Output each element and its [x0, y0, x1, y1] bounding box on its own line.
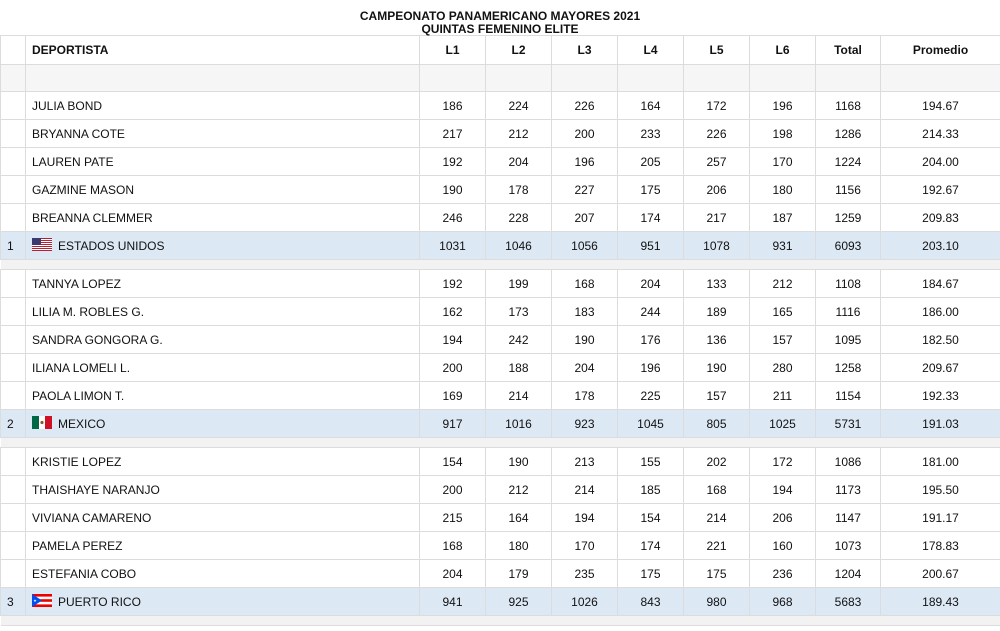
- header-rank: [1, 36, 26, 65]
- player-total: 1073: [816, 532, 881, 560]
- score-l4: 196: [618, 354, 684, 382]
- spacer-row: [1, 65, 1000, 92]
- score-l2: 180: [486, 532, 552, 560]
- score-l6: 211: [750, 382, 816, 410]
- player-total: 1108: [816, 270, 881, 298]
- player-total: 1204: [816, 560, 881, 588]
- player-rank-cell: [1, 120, 26, 148]
- team-total: 6093: [816, 232, 881, 260]
- player-row: [1, 504, 1000, 532]
- group-gap-row: [1, 438, 1000, 448]
- player-rank-cell: [1, 476, 26, 504]
- team-score-l3: 1056: [552, 232, 618, 260]
- team-summary-row: [1, 588, 1000, 616]
- team-average: 203.10: [881, 232, 1000, 260]
- score-l4: 233: [618, 120, 684, 148]
- score-l3: 235: [552, 560, 618, 588]
- score-l5: 217: [684, 204, 750, 232]
- title-line-1: CAMPEONATO PANAMERICANO MAYORES 2021: [359, 9, 641, 23]
- score-l2: 204: [486, 148, 552, 176]
- score-l6: 160: [750, 532, 816, 560]
- score-l5: 168: [684, 476, 750, 504]
- player-rank-cell: [1, 176, 26, 204]
- team-score-l1: 941: [420, 588, 486, 616]
- score-l6: 280: [750, 354, 816, 382]
- score-l4: 154: [618, 504, 684, 532]
- team-score-l5: 980: [684, 588, 750, 616]
- score-l5: 189: [684, 298, 750, 326]
- player-average: 192.33: [881, 382, 1000, 410]
- team-score-l3: 923: [552, 410, 618, 438]
- score-l1: 154: [420, 448, 486, 476]
- score-l2: 188: [486, 354, 552, 382]
- player-average: 181.00: [881, 448, 1000, 476]
- player-average: 195.50: [881, 476, 1000, 504]
- score-l6: 196: [750, 92, 816, 120]
- player-name: LAUREN PATE: [26, 148, 420, 176]
- score-l4: 185: [618, 476, 684, 504]
- player-average: 209.67: [881, 354, 1000, 382]
- score-l3: 190: [552, 326, 618, 354]
- score-l5: 257: [684, 148, 750, 176]
- player-total: 1086: [816, 448, 881, 476]
- score-l6: 198: [750, 120, 816, 148]
- player-name: PAOLA LIMON T.: [26, 382, 420, 410]
- player-name: PAMELA PEREZ: [26, 532, 420, 560]
- results-body: [1, 65, 1000, 626]
- player-row: [1, 326, 1000, 354]
- score-l6: 170: [750, 148, 816, 176]
- player-row: [1, 532, 1000, 560]
- header-l2[interactable]: L2: [486, 36, 552, 65]
- player-row: [1, 120, 1000, 148]
- score-l2: 178: [486, 176, 552, 204]
- team-score-l5: 805: [684, 410, 750, 438]
- score-l5: 136: [684, 326, 750, 354]
- header-row: [1, 36, 1000, 65]
- player-rank-cell: [1, 448, 26, 476]
- team-score-l6: 1025: [750, 410, 816, 438]
- player-row: [1, 92, 1000, 120]
- score-l3: 213: [552, 448, 618, 476]
- score-l4: 175: [618, 176, 684, 204]
- player-name: TANNYA LOPEZ: [26, 270, 420, 298]
- score-l3: 178: [552, 382, 618, 410]
- score-l1: 186: [420, 92, 486, 120]
- player-average: 200.67: [881, 560, 1000, 588]
- player-average: 191.17: [881, 504, 1000, 532]
- team-name-cell: [26, 410, 420, 438]
- score-l1: 217: [420, 120, 486, 148]
- player-row: [1, 354, 1000, 382]
- header-promedio[interactable]: Promedio: [881, 36, 1000, 65]
- team-summary-row: [1, 232, 1000, 260]
- score-l1: 200: [420, 354, 486, 382]
- player-total: 1116: [816, 298, 881, 326]
- score-l5: 221: [684, 532, 750, 560]
- report-title: [0, 0, 1000, 35]
- team-total: 5731: [816, 410, 881, 438]
- group-gap-row: [1, 260, 1000, 270]
- team-score-l2: 925: [486, 588, 552, 616]
- player-row: [1, 298, 1000, 326]
- score-l4: 225: [618, 382, 684, 410]
- score-l3: 194: [552, 504, 618, 532]
- header-l1[interactable]: L1: [420, 36, 486, 65]
- player-average: 204.00: [881, 148, 1000, 176]
- score-l4: 174: [618, 532, 684, 560]
- score-l3: 226: [552, 92, 618, 120]
- team-score-l2: 1016: [486, 410, 552, 438]
- score-l5: 190: [684, 354, 750, 382]
- score-l5: 226: [684, 120, 750, 148]
- team-score-l1: 917: [420, 410, 486, 438]
- player-rank-cell: [1, 298, 26, 326]
- player-total: 1286: [816, 120, 881, 148]
- team-country: ESTADOS UNIDOS: [58, 238, 165, 253]
- score-l4: 244: [618, 298, 684, 326]
- score-l6: 236: [750, 560, 816, 588]
- score-l2: 242: [486, 326, 552, 354]
- score-l4: 155: [618, 448, 684, 476]
- team-score-l5: 1078: [684, 232, 750, 260]
- player-rank-cell: [1, 204, 26, 232]
- team-rank: 3: [1, 588, 26, 616]
- score-l4: 174: [618, 204, 684, 232]
- score-l6: 172: [750, 448, 816, 476]
- player-average: 186.00: [881, 298, 1000, 326]
- score-l1: 194: [420, 326, 486, 354]
- player-total: 1168: [816, 92, 881, 120]
- group-gap-row: [1, 616, 1000, 626]
- player-name: KRISTIE LOPEZ: [26, 448, 420, 476]
- player-name: GAZMINE MASON: [26, 176, 420, 204]
- score-l3: 200: [552, 120, 618, 148]
- player-rank-cell: [1, 354, 26, 382]
- results-table: [0, 35, 1000, 626]
- score-l6: 165: [750, 298, 816, 326]
- player-rank-cell: [1, 148, 26, 176]
- player-row: [1, 204, 1000, 232]
- team-score-l2: 1046: [486, 232, 552, 260]
- header-l6[interactable]: L6: [750, 36, 816, 65]
- player-total: 1259: [816, 204, 881, 232]
- score-l5: 172: [684, 92, 750, 120]
- player-row: [1, 476, 1000, 504]
- team-rank: 1: [1, 232, 26, 260]
- score-l5: 206: [684, 176, 750, 204]
- player-name: VIVIANA CAMARENO: [26, 504, 420, 532]
- score-l3: 168: [552, 270, 618, 298]
- score-l6: 180: [750, 176, 816, 204]
- player-name: LILIA M. ROBLES G.: [26, 298, 420, 326]
- score-l2: 164: [486, 504, 552, 532]
- player-rank-cell: [1, 504, 26, 532]
- score-l6: 157: [750, 326, 816, 354]
- player-row: [1, 176, 1000, 204]
- player-average: 184.67: [881, 270, 1000, 298]
- mexico-flag: [32, 416, 52, 429]
- score-l2: 212: [486, 476, 552, 504]
- title-line-2: QUINTAS FEMENINO ELITE: [421, 22, 579, 36]
- score-l2: 190: [486, 448, 552, 476]
- score-l1: 169: [420, 382, 486, 410]
- team-score-l4: 843: [618, 588, 684, 616]
- header-l3[interactable]: L3: [552, 36, 618, 65]
- score-l1: 204: [420, 560, 486, 588]
- player-name: BRYANNA COTE: [26, 120, 420, 148]
- score-l2: 228: [486, 204, 552, 232]
- player-total: 1147: [816, 504, 881, 532]
- score-l4: 205: [618, 148, 684, 176]
- score-l1: 200: [420, 476, 486, 504]
- score-l1: 215: [420, 504, 486, 532]
- score-l1: 190: [420, 176, 486, 204]
- score-l3: 214: [552, 476, 618, 504]
- score-l3: 183: [552, 298, 618, 326]
- player-rank-cell: [1, 382, 26, 410]
- header-l4[interactable]: L4: [618, 36, 684, 65]
- team-country: PUERTO RICO: [58, 594, 141, 609]
- player-rank-cell: [1, 532, 26, 560]
- score-l3: 227: [552, 176, 618, 204]
- player-name: JULIA BOND: [26, 92, 420, 120]
- score-l6: 212: [750, 270, 816, 298]
- team-name-cell: [26, 588, 420, 616]
- score-l5: 157: [684, 382, 750, 410]
- player-total: 1173: [816, 476, 881, 504]
- header-total[interactable]: Total: [816, 36, 881, 65]
- player-average: 214.33: [881, 120, 1000, 148]
- score-l1: 162: [420, 298, 486, 326]
- score-l6: 194: [750, 476, 816, 504]
- player-name: ESTEFANIA COBO: [26, 560, 420, 588]
- player-rank-cell: [1, 92, 26, 120]
- score-l3: 170: [552, 532, 618, 560]
- score-l6: 206: [750, 504, 816, 532]
- player-average: 182.50: [881, 326, 1000, 354]
- player-name: BREANNA CLEMMER: [26, 204, 420, 232]
- player-average: 194.67: [881, 92, 1000, 120]
- player-average: 209.83: [881, 204, 1000, 232]
- team-score-l1: 1031: [420, 232, 486, 260]
- score-l2: 212: [486, 120, 552, 148]
- player-row: [1, 382, 1000, 410]
- team-summary-row: [1, 410, 1000, 438]
- team-score-l3: 1026: [552, 588, 618, 616]
- player-average: 192.67: [881, 176, 1000, 204]
- score-l4: 176: [618, 326, 684, 354]
- player-total: 1156: [816, 176, 881, 204]
- player-total: 1095: [816, 326, 881, 354]
- score-l3: 196: [552, 148, 618, 176]
- player-name: THAISHAYE NARANJO: [26, 476, 420, 504]
- team-average: 191.03: [881, 410, 1000, 438]
- player-total: 1154: [816, 382, 881, 410]
- score-l1: 192: [420, 148, 486, 176]
- player-total: 1224: [816, 148, 881, 176]
- score-l1: 192: [420, 270, 486, 298]
- score-l6: 187: [750, 204, 816, 232]
- player-row: [1, 148, 1000, 176]
- player-total: 1258: [816, 354, 881, 382]
- team-score-l4: 951: [618, 232, 684, 260]
- score-l3: 207: [552, 204, 618, 232]
- player-name: SANDRA GONGORA G.: [26, 326, 420, 354]
- score-l5: 202: [684, 448, 750, 476]
- player-rank-cell: [1, 270, 26, 298]
- score-l3: 204: [552, 354, 618, 382]
- score-l2: 199: [486, 270, 552, 298]
- score-l2: 214: [486, 382, 552, 410]
- player-rank-cell: [1, 560, 26, 588]
- team-average: 189.43: [881, 588, 1000, 616]
- score-l2: 224: [486, 92, 552, 120]
- score-l4: 175: [618, 560, 684, 588]
- player-row: [1, 448, 1000, 476]
- player-row: [1, 270, 1000, 298]
- team-score-l6: 931: [750, 232, 816, 260]
- score-l2: 179: [486, 560, 552, 588]
- player-rank-cell: [1, 326, 26, 354]
- score-l4: 204: [618, 270, 684, 298]
- score-l5: 175: [684, 560, 750, 588]
- team-country: MEXICO: [58, 416, 106, 431]
- score-l1: 168: [420, 532, 486, 560]
- header-deportista[interactable]: DEPORTISTA: [26, 36, 420, 65]
- score-l1: 246: [420, 204, 486, 232]
- team-score-l6: 968: [750, 588, 816, 616]
- team-rank: 2: [1, 410, 26, 438]
- score-l2: 173: [486, 298, 552, 326]
- puerto-rico-flag: [32, 594, 52, 607]
- score-l4: 164: [618, 92, 684, 120]
- team-total: 5683: [816, 588, 881, 616]
- team-name-cell: [26, 232, 420, 260]
- team-score-l4: 1045: [618, 410, 684, 438]
- score-l5: 214: [684, 504, 750, 532]
- score-l5: 133: [684, 270, 750, 298]
- player-name: ILIANA LOMELI L.: [26, 354, 420, 382]
- player-row: [1, 560, 1000, 588]
- header-l5[interactable]: L5: [684, 36, 750, 65]
- usa-flag: [32, 238, 52, 251]
- player-average: 178.83: [881, 532, 1000, 560]
